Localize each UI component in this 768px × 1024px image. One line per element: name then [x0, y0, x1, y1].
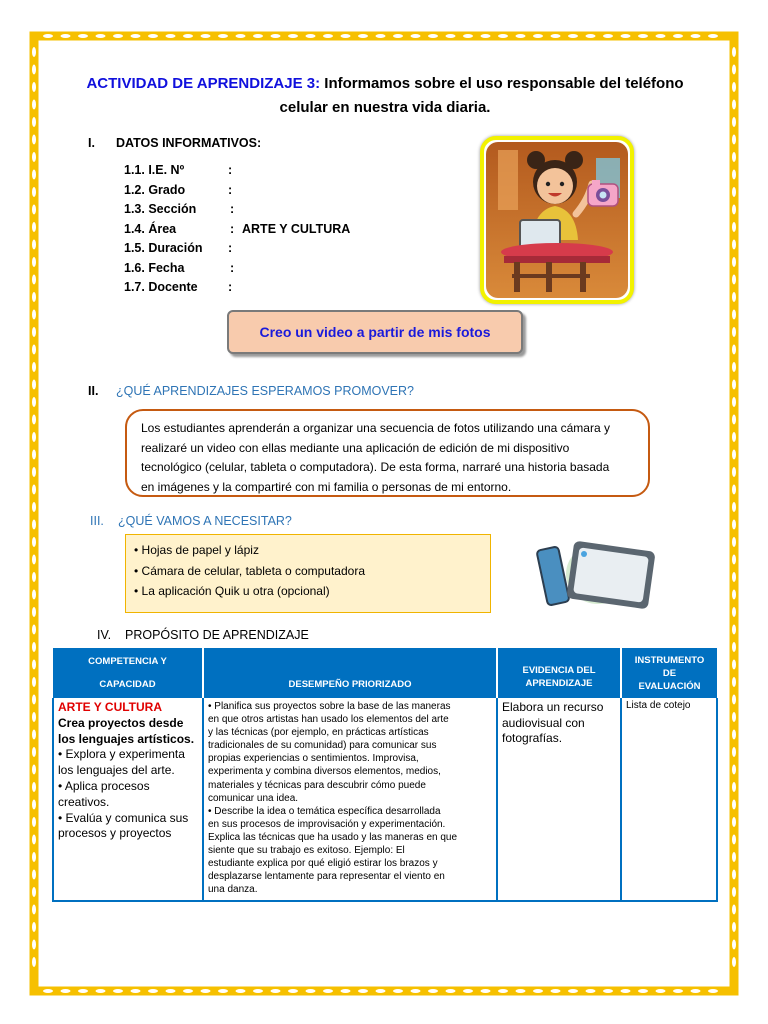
section-datos-heading: I. DATOS INFORMATIVOS: [88, 136, 262, 150]
header-instrumento: INSTRUMENTO DE EVALUACIÓN [621, 648, 717, 698]
illustration-drawing [484, 140, 630, 300]
material-item: • Hojas de papel y lápiz [134, 543, 259, 557]
table-header-row [53, 648, 717, 698]
header-desempeno: DESEMPEÑO PRIORIZADO [203, 648, 497, 698]
instrumento-cell: Lista de cotejo [621, 698, 717, 901]
section-proposito-heading: IV. PROPÓSITO DE APRENDIZAJE [97, 628, 309, 642]
learning-purpose-table [52, 648, 718, 902]
header-competencia: COMPETENCIA Y CAPACIDAD [53, 648, 203, 698]
section-necesitar-heading: III. ¿QUÉ VAMOS A NECESITAR? [90, 514, 292, 528]
section-aprendizajes-heading: II. ¿QUÉ APRENDIZAJES ESPERAMOS PROMOVER? [88, 384, 414, 398]
competencia-cell: ARTE Y CULTURA Crea proyectos desde los lenguajes artísticos. • Explora y experimenta los lenguajes del arte. • Aplica procesos creativos. • Evalúa y comunica sus procesos y proyectos [53, 698, 203, 901]
activity-title: Informamos sobre el uso responsable del teléfono celular en nuestra vida diaria. [279, 75, 684, 116]
girl-with-tablet-illustration [480, 136, 634, 304]
material-item: • La aplicación Quik u otra (opcional) [134, 584, 330, 598]
header-evidencia: EVIDENCIA DEL APRENDIZAJE [497, 648, 621, 698]
table-row [53, 698, 717, 901]
desempeno-cell: • Planifica sus proyectos sobre la base de las maneras en que otros artistas han usado los elementos del arte y las técnicas (por ejemplo, en prácticas artísticas tradicionales de su comunidad) para comunicar sus propias experiencias o sentimientos. Improvisa, experimenta y combina diversos elementos, medios, materiales y técnicas para descubrir cómo puede comunicar una idea. • Describe la idea o temática específica desarrollada en sus procesos de improvisación y experimentación. Explica las técnicas que ha usado y las maneras en que siente que su trabajo es exitoso. Ejemplo: El estudiante explica por qué eligió estirar los brazos y desplazarse lentamente para representar el viento en una danza. [203, 698, 497, 901]
material-item: • Cámara de celular, tableta o computadora [134, 563, 365, 578]
expected-line: realizaré un video con ellas mediante una aplicación de edición de mi dispositivo [141, 440, 570, 455]
page-title [70, 72, 700, 120]
evidencia-cell: Elabora un recurso audiovisual con fotografías. [497, 698, 621, 901]
activity-banner: Creo un video a partir de mis fotos [227, 310, 523, 354]
expected-line: Los estudiantes aprenderán a organizar una secuencia de fotos utilizando una cámara y [141, 421, 610, 435]
activity-number: ACTIVIDAD DE APRENDIZAJE 3: [86, 75, 321, 92]
expected-line: en imágenes y la compartiré con mi familia o personas de mi entorno. [141, 479, 512, 494]
expected-learning-box [125, 409, 650, 497]
materials-box [125, 534, 491, 613]
phone-and-tablet-illustration [530, 534, 660, 620]
expected-line: tecnológico (celular, tableta o computadora). De esta forma, narraré una historia basada [141, 460, 610, 474]
